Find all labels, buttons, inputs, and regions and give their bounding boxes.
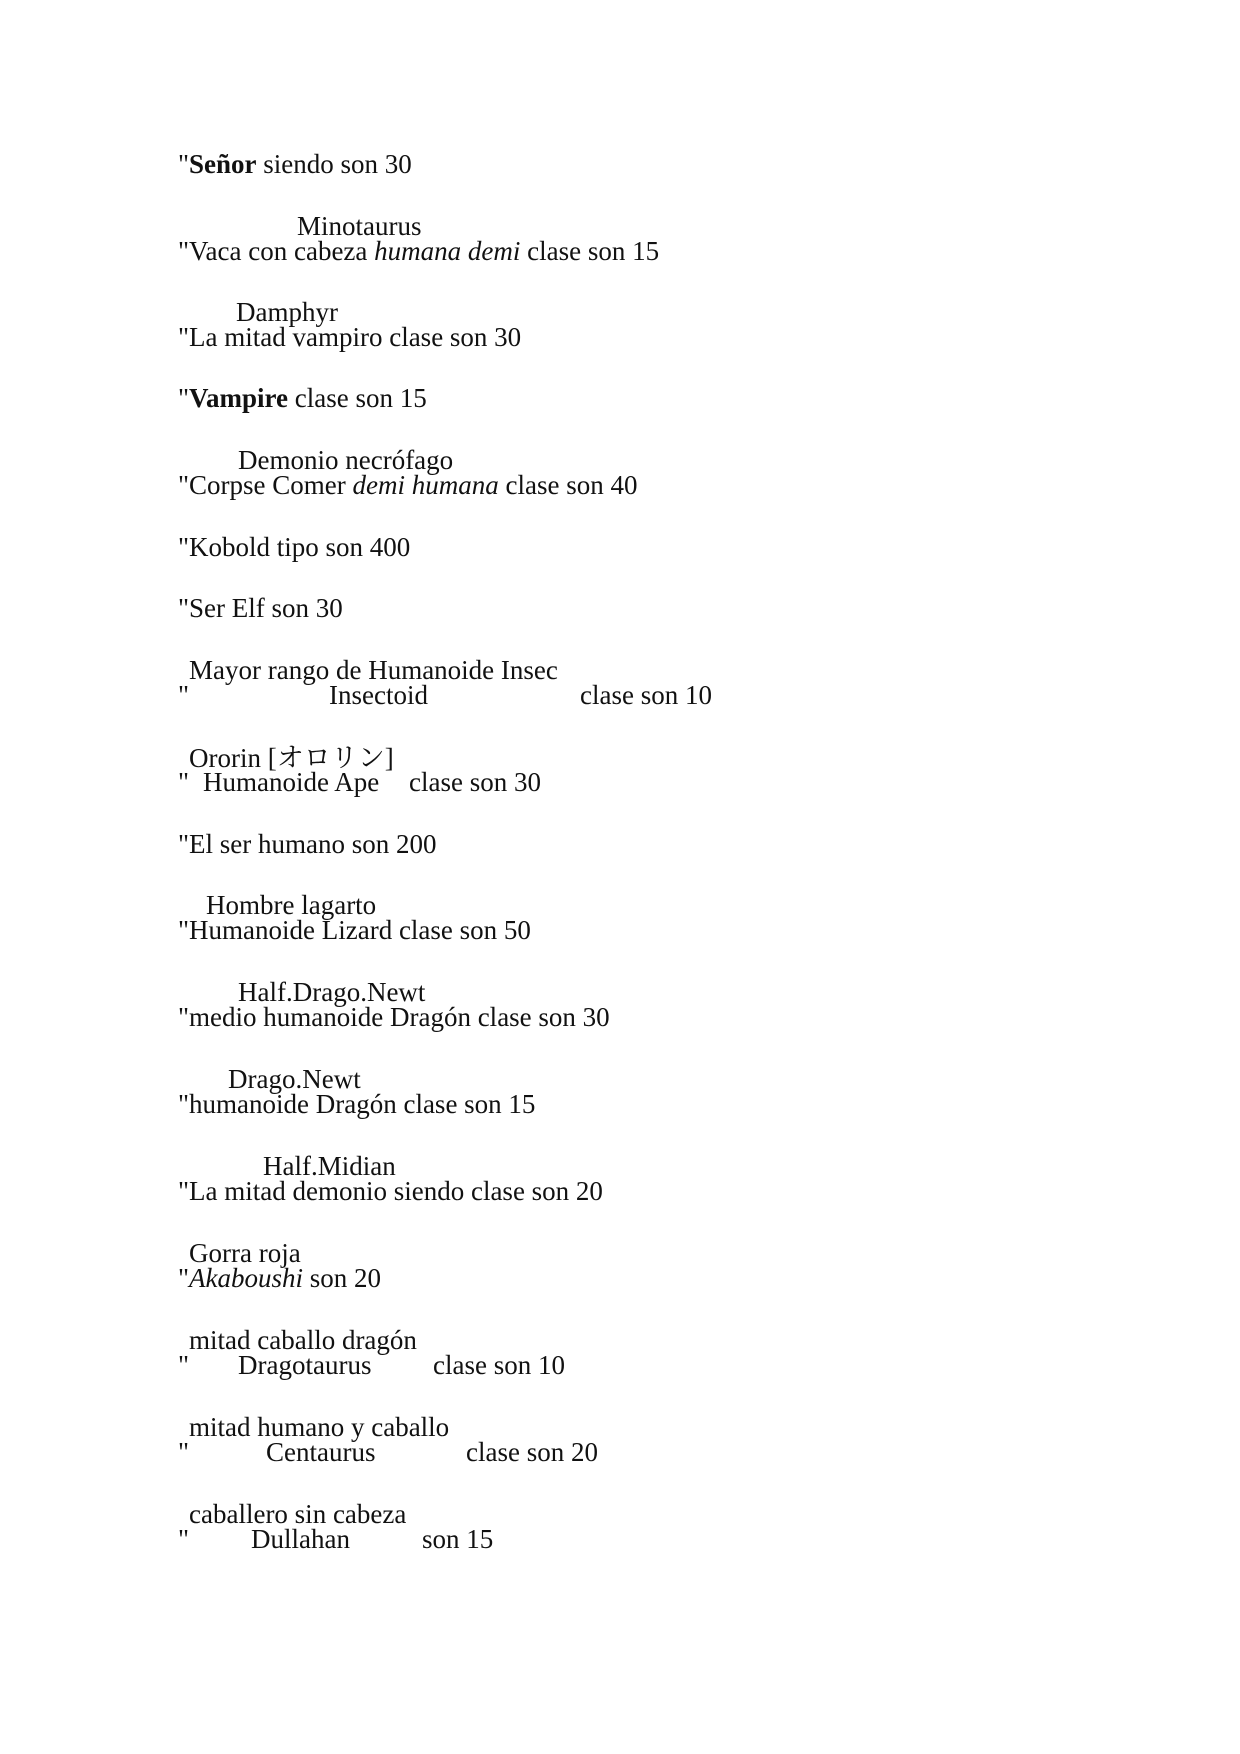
entry-text: clase son 40 — [498, 470, 638, 500]
entry-italic-term: demi humana — [352, 470, 499, 500]
entry-half-drago: "medio humanoide Dragón clase son 30 — [178, 1002, 610, 1032]
entry-text: Vaca con cabeza — [189, 236, 375, 266]
annotation-half-midian: Half.Midian — [263, 1151, 396, 1181]
annotation-ororin: Ororin [オロリン] — [189, 743, 394, 773]
annotation-damphyr: Damphyr — [236, 297, 338, 327]
annotation-insectoid: Mayor rango de Humanoide Insec — [189, 655, 558, 685]
entry-senor — [178, 149, 412, 179]
entry-dullahan-quote: " — [178, 1524, 190, 1554]
entry-minotaurus — [178, 236, 659, 266]
entry-text: Corpse Comer — [189, 470, 353, 500]
quote-mark: " — [178, 470, 190, 500]
entry-lagarto: "Humanoide Lizard clase son 50 — [178, 915, 531, 945]
entry-insectoid-name: Insectoid — [329, 680, 428, 710]
entry-half-midian: "La mitad demonio siendo clase son 20 — [178, 1176, 603, 1206]
annotation-centaurus: mitad humano y caballo — [189, 1412, 450, 1442]
annotation-minotaurus: Minotaurus — [297, 211, 422, 241]
quote-mark: " — [178, 383, 190, 413]
entry-ororin-quote: " — [178, 767, 190, 797]
quote-mark: " — [178, 236, 190, 266]
quote-mark: " — [178, 1263, 190, 1293]
annotation-dullahan: caballero sin cabeza — [189, 1499, 407, 1529]
entry-ororin-name: Humanoide Ape — [203, 767, 380, 797]
entry-italic-term: Akaboushi — [189, 1263, 304, 1293]
entry-text: clase son 15 — [288, 383, 427, 413]
entry-insectoid-quote: " — [178, 680, 190, 710]
entry-italic-term: humana demi — [374, 236, 521, 266]
entry-centaurus-class: clase son 20 — [466, 1437, 598, 1467]
entry-ororin-class: clase son 30 — [409, 767, 541, 797]
entry-dullahan-class: son 15 — [422, 1524, 494, 1554]
entry-kobold: "Kobold tipo son 400 — [178, 532, 411, 562]
entry-humano: "El ser humano son 200 — [178, 829, 437, 859]
annotation-gorra-roja: Gorra roja — [189, 1238, 301, 1268]
annotation-dragotaurus: mitad caballo dragón — [189, 1325, 417, 1355]
entry-insectoid-class: clase son 10 — [580, 680, 712, 710]
entry-dragotaurus-quote: " — [178, 1350, 190, 1380]
entry-centaurus-name: Centaurus — [266, 1437, 376, 1467]
entry-bold-term: Vampire — [189, 383, 289, 413]
entry-necrofago — [178, 470, 637, 500]
entry-text: clase son 15 — [520, 236, 660, 266]
annotation-lagarto: Hombre lagarto — [206, 890, 377, 920]
annotation-drago: Drago.Newt — [228, 1064, 361, 1094]
entry-gorra-roja — [178, 1263, 381, 1293]
entry-bold-term: Señor — [189, 149, 257, 179]
entry-drago: "humanoide Dragón clase son 15 — [178, 1089, 536, 1119]
entry-centaurus-quote: " — [178, 1437, 190, 1467]
quote-mark: " — [178, 149, 190, 179]
entry-text: son 20 — [303, 1263, 382, 1293]
entry-vampire — [178, 383, 427, 413]
entry-text: siendo son 30 — [256, 149, 412, 179]
entry-dullahan-name: Dullahan — [251, 1524, 350, 1554]
annotation-necrofago: Demonio necrófago — [238, 445, 454, 475]
entry-dragotaurus-class: clase son 10 — [433, 1350, 565, 1380]
annotation-half-drago: Half.Drago.Newt — [238, 977, 426, 1007]
entry-damphyr: "La mitad vampiro clase son 30 — [178, 322, 522, 352]
entry-elf: "Ser Elf son 30 — [178, 593, 343, 623]
entry-dragotaurus-name: Dragotaurus — [238, 1350, 372, 1380]
